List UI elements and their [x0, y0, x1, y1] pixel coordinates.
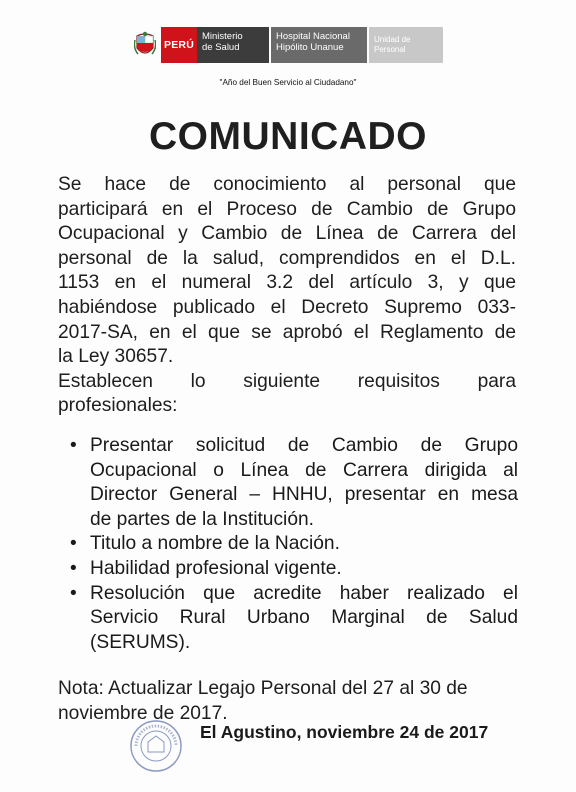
note-paragraph: [58, 677, 516, 726]
document-title: COMUNICADO: [149, 115, 427, 158]
hospital-label: Hospital Nacional Hipólito Unanue: [271, 27, 367, 63]
peru-coat-of-arms-icon: [133, 27, 157, 63]
note-line: Nota: Actualizar Legajo Personal del 27 al 30 de: [58, 678, 468, 699]
intro-line: la Ley 30657.: [58, 346, 174, 368]
intro-line: 1153 en el numeral 3.2 del artículo 3, y que: [58, 272, 516, 294]
intro-line: personal de la salud, comprendidos en el D.L.: [58, 247, 516, 269]
intro-line: Se hace de conocimiento al personal que: [58, 174, 516, 195]
place-and-date: El Agustino, noviembre 24 de 2017: [200, 722, 489, 742]
list-item: • Habilidad profesional vigente.: [58, 557, 518, 582]
intro-line: habiéndose publicado el Decreto Supremo 033-: [58, 296, 516, 318]
intro-paragraph: [58, 173, 516, 419]
year-motto: "Año del Buen Servicio al Ciudadano": [219, 78, 357, 87]
bullet: •: [70, 533, 77, 555]
bullet: •: [70, 557, 77, 579]
intro-line: participará en el Proceso de Cambio de Grupo: [58, 198, 516, 220]
intro-line: profesionales:: [58, 395, 178, 417]
intro-line: Establecen lo siguiente requisitos para: [58, 370, 516, 392]
institution-seal-icon: [128, 718, 184, 774]
intro-line: Ocupacional y Cambio de Línea de Carrera del: [58, 223, 516, 245]
bullet: •: [70, 582, 77, 604]
ministry-label: Ministerio de Salud: [197, 27, 269, 63]
list-item: • Titulo a nombre de la Nación.: [58, 532, 518, 557]
requirements-list: [58, 434, 518, 655]
list-item: • Resolución que acredite haber realizado el Servicio Rural Urbano Marginal de Salud (SERUMS).: [70, 582, 518, 653]
country-label: PERÚ: [161, 27, 197, 63]
letterhead: [133, 27, 443, 63]
bullet: •: [70, 435, 77, 456]
intro-line: 2017-SA, en el que se aprobó el Reglamento de: [58, 321, 516, 343]
list-item: • Presentar solicitud de Cambio de Grupo Ocupacional o Línea de Carrera dirigida al Director General – HNHU, presentar en mesa de partes de la Institución.: [70, 435, 518, 530]
note-line: noviembre de 2017.: [58, 702, 228, 724]
unit-label: Unidad de Personal: [369, 27, 443, 63]
